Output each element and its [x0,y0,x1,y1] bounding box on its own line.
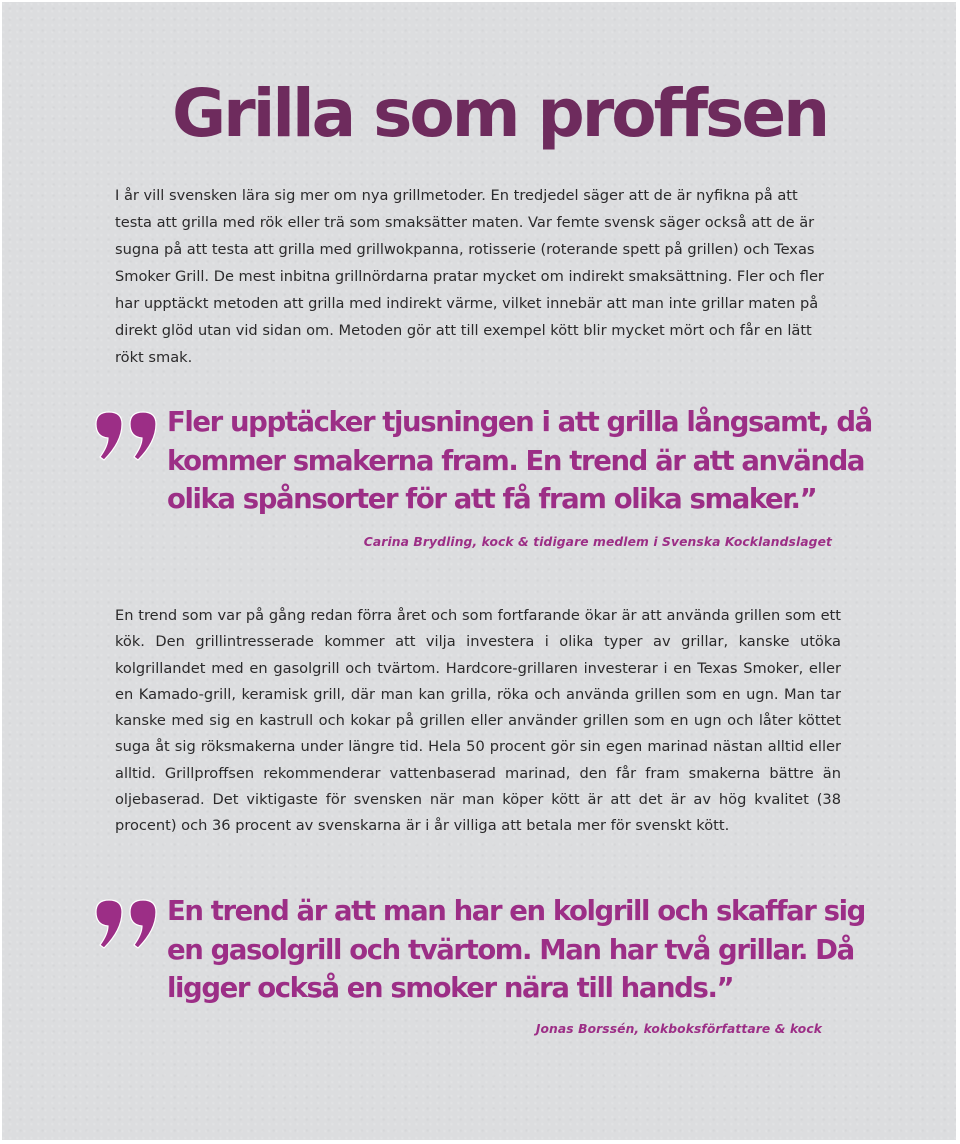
main-paragraph: En trend som var på gång redan förra året och som fortfarande ökar är att använda grillen som ett kök. Den grillintresserade kommer att vilja investera i olika typer av grillar, kanske utöka kolgrillandet med en gasolgrill och tvärtom. Hardcore-grillaren investerar i en Texas Smoker, eller en Kamado-grill, keramisk grill, där man kan grilla, röka och använda grillen som en ugn. Man tar kanske med sig en kastrull och kokar på grillen eller använder grillen som en ugn och låter köttet suga åt sig röksmakerna under längre tid. Hela 50 procent gör sin egen marinad nästan alltid eller alltid. Grillproffsen rekommenderar vattenbaserad marinad, den får fram smakerna bättre än oljebaserad. Det viktigaste för svensken när man köper kött är att det är av hög kvalitet (38 procent) och 36 procent av svenskarna är i år villiga att betala mer för svenskt kött. [115,607,841,835]
quote-line: olika spånsorter för att få fram olika smaker.” [167,483,817,515]
intro-line: I år vill svensken lära sig mer om nya grillmetoder. En tredjedel säger att de är nyfikna på att [115,187,798,204]
intro-paragraph [115,182,841,371]
intro-line: testa att grilla med rök eller trä som smaksätter maten. Var femte svensk säger också att de är [115,214,815,231]
intro-line: rökt smak. [115,349,193,366]
intro-line: har upptäckt metoden att grilla med indirekt värme, vilket innebär att man inte grillar maten på [115,295,819,312]
intro-line: Smoker Grill. De mest inbitna grillnördarna pratar mycket om indirekt smaksättning. Fler och fler [115,268,824,285]
quote-line: Fler upptäcker tjusningen i att grilla långsamt, då [167,406,872,438]
pull-quote-2 [167,892,865,1008]
intro-line: direkt glöd utan vid sidan om. Metoden gör att till exempel kött blir mycket mört och får en lätt [115,322,812,339]
quote-attribution-2: Jonas Borssén, kokboksförfattare & kock [535,1022,822,1036]
intro-line: sugna på att testa att grilla med grillwokpanna, rotisserie (roterande spett på grillen) och Texas [115,241,815,258]
quote-attribution-1: Carina Brydling, kock & tidigare medlem i Svenska Kocklandslaget [363,535,832,549]
quote-line: en gasolgrill och tvärtom. Man har två grillar. Då [167,933,854,966]
pull-quote-1 [167,403,872,519]
page-title: Grilla som proffsen [172,75,828,152]
quote-marks-icon [90,410,166,462]
quote-marks-icon [90,898,166,950]
page [2,2,956,1140]
quote-line: kommer smakerna fram. En trend är att använda [167,444,865,477]
quote-line: ligger också en smoker nära till hands.” [167,972,734,1004]
quote-line: En trend är att man har en kolgrill och skaffar sig [167,895,865,927]
